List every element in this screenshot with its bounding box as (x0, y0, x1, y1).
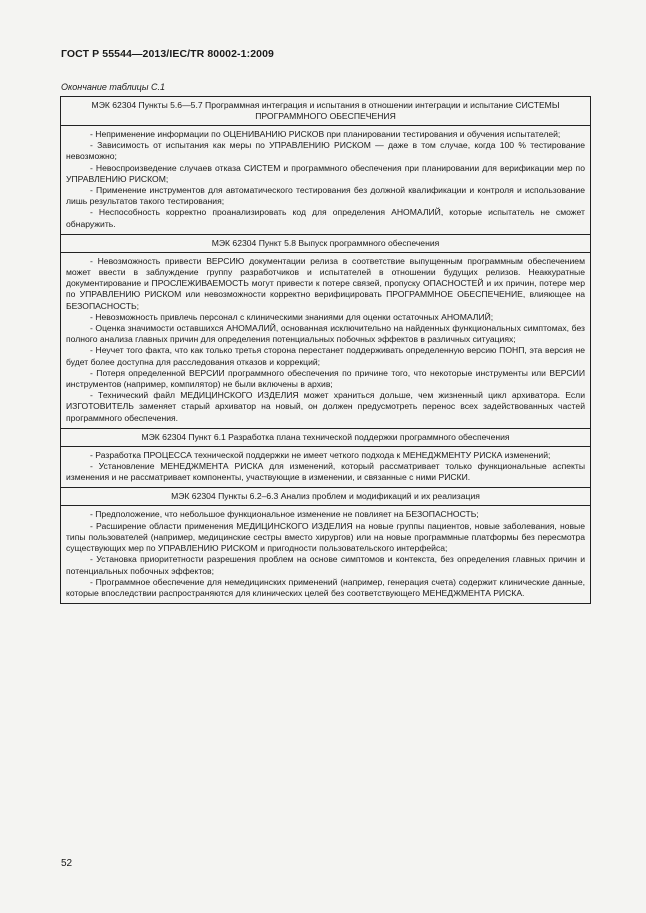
list-item: - Неприменение информации по ОЦЕНИВАНИЮ РИСКОВ при планировании тестирования и обучения испытателей; (90, 129, 561, 139)
list-item: - Расширение области применения МЕДИЦИНСКОГО ИЗДЕЛИЯ на новые группы пациентов, новые заболевания, новые типы пользователей (например, медицинские сестры вместо хирургов) или на новые программные платформы без пересмотра существующих мер по УПРАВЛЕНИЮ РИСКОМ и пригодности пользовательского интерфейса; (66, 520, 585, 554)
list-item: - Невозможность привести ВЕРСИЮ документации релиза в соответствие выпущенным программным обеспечением может ввести в заблуждение группу разработчиков и испытателей в отношении будущих релизов. Неаккуратные документирование и ПРОСЛЕЖИВАЕМОСТЬ могут привести к потере связей, пропуску ОПАСНОСТЕЙ и их причин, потере мер по УПРАВЛЕНИЮ РИСКОМ или невозможности корректно верифицировать ПРОГРАММНОЕ ОБЕСПЕЧЕНИЕ, влияющее на БЕЗОПАСНОСТЬ; (66, 255, 585, 311)
list-item: - Неучет того факта, что как только третья сторона перестанет поддерживать определенную версию ПОНП, эта версия не будет более доступна для расследования отказов и коррекций; (66, 345, 585, 367)
list-item: - Установление МЕНЕДЖМЕНТА РИСКА для изменений, который рассматривает только функциональные аспекты изменения и не рассматривает компоненты, участвующие в изменении, и связанные с ними РИСКИ. (66, 461, 585, 483)
section-heading: МЭК 62304 Пункты 6.2–6.3 Анализ проблем и модификаций и их реализация (61, 488, 590, 506)
list-item: - Неспособность корректно проанализировать код для определения АНОМАЛИЙ, которые испытатель не сможет обнаружить. (66, 207, 585, 229)
list-item: - Применение инструментов для автоматического тестирования без должной квалификации и контроля и использование лишь результатов такого тестирования; (66, 185, 585, 207)
table-caption: Окончание таблицы С.1 (61, 82, 165, 92)
list-item: - Программное обеспечение для немедицинских применений (например, генерация счета) содержит клинические данные, которые впоследствии распространяются для клинических целей без соответствующего МЕНЕДЖМЕНТА РИСКА. (66, 576, 585, 598)
list-item: - Потеря определенной ВЕРСИИ программного обеспечения по причине того, что некоторые инструменты или ВЕРСИИ инструментов (например, компилятор) не были включены в архив; (66, 367, 585, 390)
list-item: - Невоспроизведение случаев отказа СИСТЕМ и программного обеспечения при планировании для верификации мер по УПРАВЛЕНИЮ РИСКОМ; (66, 162, 585, 184)
list-item: - Зависимость от испытания как меры по УПРАВЛЕНИЮ РИСКОМ — даже в том случае, когда 100 % тестирование невозможно; (66, 140, 585, 162)
list-item: - Разработка ПРОЦЕССА технической поддержки не имеет четкого подхода к МЕНЕДЖМЕНТУ РИСКА изменений; (90, 449, 551, 460)
list-item: - Установка приоритетности разрешения проблем на основе симптомов и контекста, без определения главных причин и потенциальных побочных эффектов; (66, 554, 585, 576)
section-heading: МЭК 62304 Пункты 5.6—5.7 Программная интеграция и испытания в отношении интеграции и испытание СИСТЕМЫ ПРОГРАММНОГО ОБЕСПЕЧЕНИЯ (61, 97, 590, 126)
section-heading: МЭК 62304 Пункт 5.8 Выпуск программного обеспечения (61, 235, 590, 253)
list-item: - Оценка значимости оставшихся АНОМАЛИЙ, основанная исключительно на найденных функциональных симптомах, без полного анализа главных причин для определения потенциальных побочных эффектов в различных ситуациях; (66, 323, 585, 345)
section-body (61, 447, 590, 489)
section-body (61, 506, 590, 603)
table-c1 (60, 96, 591, 604)
list-item: - Невозможность привлечь персонал с клиническими знаниями для оценки остаточных АНОМАЛИЙ; (90, 311, 494, 322)
page-number: 52 (61, 858, 73, 869)
section-body (61, 253, 590, 429)
list-item: - Технический файл МЕДИЦИНСКОГО ИЗДЕЛИЯ может храниться дольше, чем жизненный цикл архиватора. Если ИЗГОТОВИТЕЛЬ заменяет старый архиватор на новый, он должен предусмотреть перенос всех задействованных частей программного обеспечения. (66, 390, 585, 423)
list-item: - Предположение, что небольшое функциональное изменение не повлияет на БЕЗОПАСНОСТЬ; (90, 509, 479, 520)
document-header: ГОСТ Р 55544—2013/IEC/TR 80002-1:2009 (61, 48, 274, 60)
section-body (61, 126, 590, 235)
section-heading: МЭК 62304 Пункт 6.1 Разработка плана технической поддержки программного обеспечения (61, 429, 590, 447)
